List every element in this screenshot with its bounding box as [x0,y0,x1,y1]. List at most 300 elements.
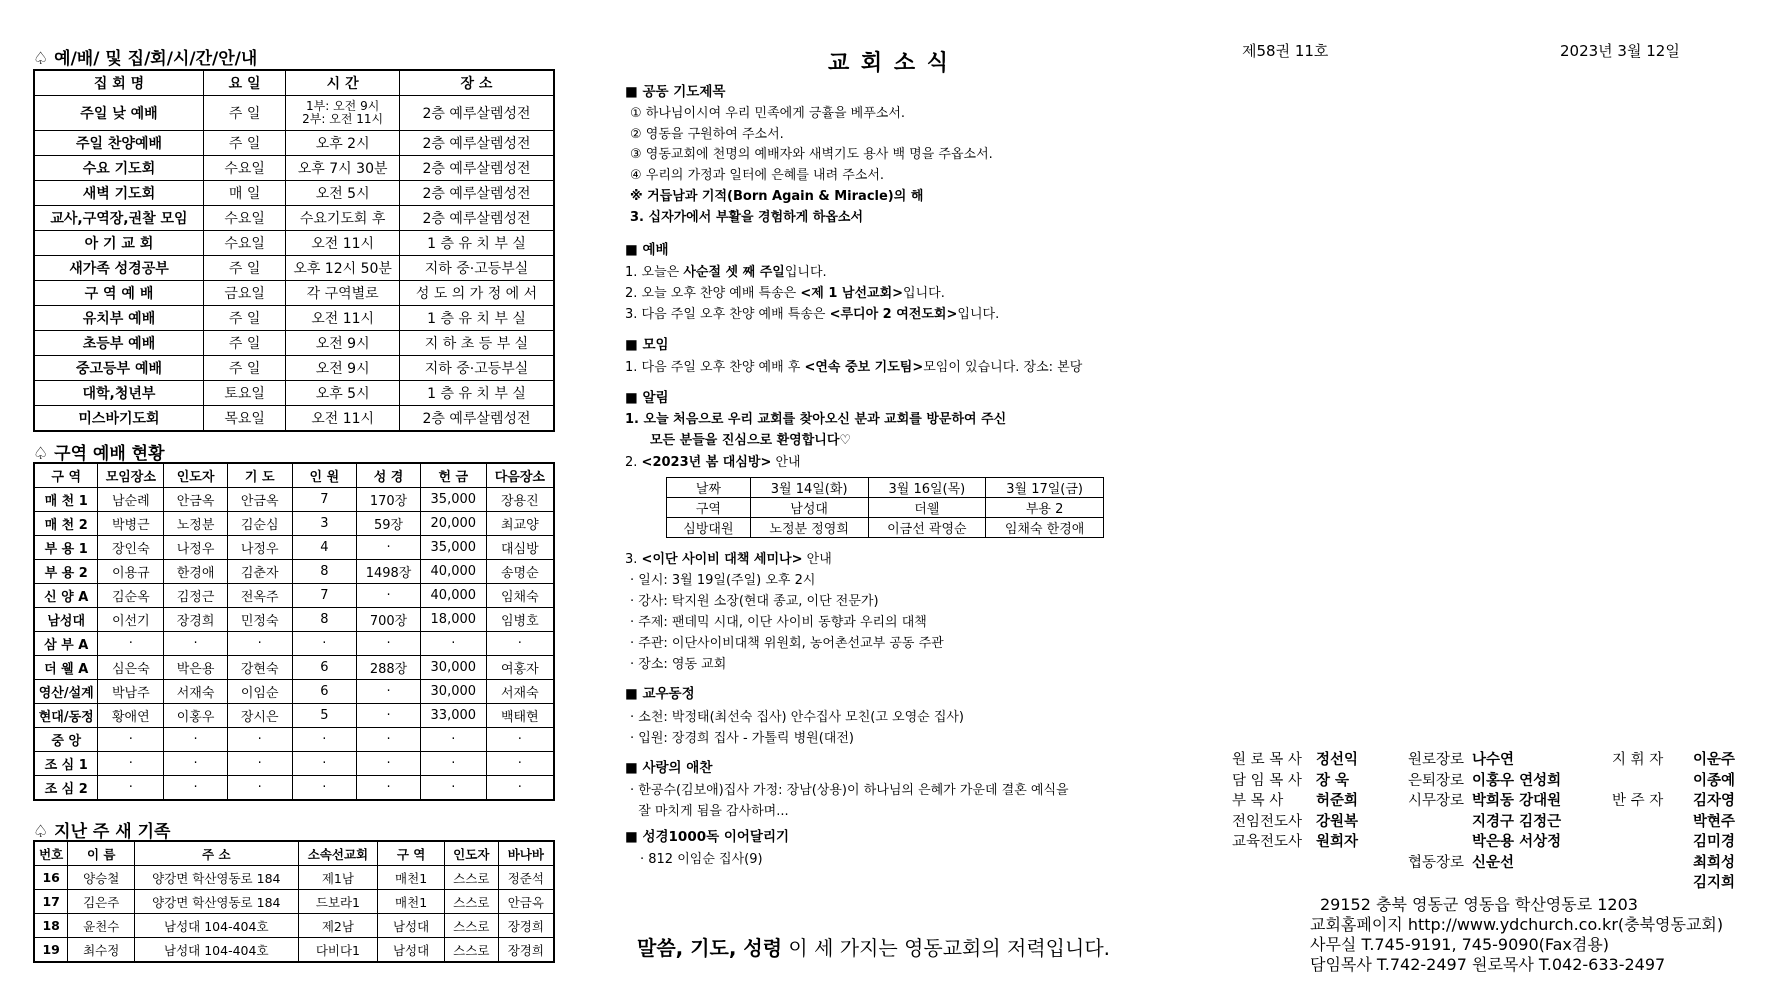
new-family-cell: 남성대 104-404호 [135,914,299,938]
district-cell: 8 [292,560,357,584]
column-header: 인도자 [444,841,498,866]
district-cell: 대심방 [486,536,554,560]
staff-name: 지경구 김정근 [1472,813,1562,830]
staff-role: 시무장로 [1408,793,1465,809]
district-cell: 김순심 [227,512,292,536]
staff-role: 은퇴장로 [1408,772,1465,789]
column-header: 주 소 [135,841,299,866]
visitation-cell: 부용 2 [986,498,1104,518]
column-header: 요 일 [203,70,285,96]
column-header: 바나바 [498,841,554,866]
staff-name: 박현주 [1692,813,1735,830]
district-cell: 이용규 [98,560,164,584]
new-family-cell: 양강면 학산영동로 184 [135,866,299,890]
schedule-row [34,231,554,256]
staff-role: 지 휘 자 [1612,752,1664,768]
meeting-name: 아 기 교 회 [34,231,203,256]
district-name: 부 용 1 [34,536,98,560]
staff-name: 이운주 [1692,752,1735,768]
district-name: 신 양 A [34,584,98,608]
district-cell: 황애연 [98,704,164,728]
district-cell: 나정우 [227,536,292,560]
district-cell: · [420,632,486,656]
meeting-time: 오후 12시 50분 [286,256,400,281]
visitation-table [666,477,1104,538]
staff-role: 전임전도사 [1232,813,1303,830]
new-family-cell: 윤천수 [68,914,135,938]
district-cell: · [357,776,421,801]
district-row [34,560,554,584]
meeting-section-title: ■ 모임 [625,337,669,353]
district-row [34,752,554,776]
visitation-cell: 임채숙 한경애 [986,518,1104,538]
district-cell: · [357,680,421,704]
district-cell: 30,000 [420,680,486,704]
district-cell: · [227,752,292,776]
district-cell: 8 [292,608,357,632]
meeting-day: 주 일 [203,96,285,131]
district-name: 중 앙 [34,728,98,752]
meeting-name: 유치부 예배 [34,306,203,331]
district-cell: 288장 [357,656,421,680]
prayer-item: ① 하나님이시여 우리 민족에게 긍휼을 베푸소서. [630,106,906,121]
meeting-place: 1 층 유 치 부 실 [400,231,554,256]
meeting-name: 주일 찬양예배 [34,131,203,156]
meeting-day: 주 일 [203,256,285,281]
meeting-time-line: 1부: 오전 9시 [305,99,380,113]
district-cell: · [98,776,164,801]
schedule-row [34,381,554,406]
district-cell: · [164,776,228,801]
district-row [34,584,554,608]
district-cell: · [420,752,486,776]
schedule-row [34,406,554,432]
district-cell: · [292,728,357,752]
district-cell: 5 [292,704,357,728]
schedule-row [34,256,554,281]
new-family-cell: 매천1 [378,866,445,890]
schedule-row [34,281,554,306]
district-row [34,656,554,680]
meeting-time: 오전 9시 [286,356,400,381]
district-cell: 박병근 [98,512,164,536]
district-cell: · [357,632,421,656]
meeting-day: 주 일 [203,306,285,331]
meeting-day: 매 일 [203,181,285,206]
district-cell: · [357,704,421,728]
district-row [34,776,554,801]
prayer-note: 3. 십자가에서 부활을 경험하게 하옵소서 [630,210,864,225]
staff-name: 신운선 [1472,854,1515,871]
church-homepage[interactable]: 교회홈페이지 http://www.ydchurch.co.kr(충북영동교회) [1310,915,1724,934]
staff-name: 최희성 [1692,854,1735,871]
meeting-place: 성 도 의 가 정 에 서 [400,281,554,306]
district-cell: 7 [292,584,357,608]
meeting-time: 오후 2시 [286,131,400,156]
district-cell: · [164,752,228,776]
district-cell: 이임순 [227,680,292,704]
row-number: 18 [34,914,68,938]
district-cell: · [227,632,292,656]
district-cell: 장용진 [486,488,554,512]
new-family-table [33,840,555,963]
meeting-place: 1 층 유 치 부 실 [400,381,554,406]
meeting-name: 주일 낮 예배 [34,96,203,131]
bible-relay-item: · 812 이임순 집사(9) [640,852,763,867]
row-number: 19 [34,938,68,963]
new-family-cell: 장경희 [498,914,554,938]
new-family-cell: 스스로 [444,866,498,890]
meeting-place: 지하 중·고등부실 [400,356,554,381]
district-cell: · [420,728,486,752]
district-cell: · [486,632,554,656]
district-cell: · [98,752,164,776]
district-name: 삼 부 A [34,632,98,656]
staff-name: 김지희 [1692,875,1735,891]
staff-name: 강원복 [1316,813,1359,830]
schedule-row [34,96,554,131]
district-cell: 700장 [357,608,421,632]
district-table [33,462,555,801]
row-number: 16 [34,866,68,890]
meeting-name: 교사,구역장,권찰 모임 [34,206,203,231]
district-cell: 장인숙 [98,536,164,560]
district-row [34,512,554,536]
district-cell: 170장 [357,488,421,512]
district-cell: 김춘자 [227,560,292,584]
district-row [34,728,554,752]
meeting-place: 2층 예루살렘성전 [400,181,554,206]
district-cell: 1498장 [357,560,421,584]
schedule-row [34,206,554,231]
new-family-cell: 드보라1 [298,890,378,914]
worship-section-title: ■ 예배 [625,242,669,258]
district-cell: 이홍우 [164,704,228,728]
visitation-cell: 심방대원 [667,518,751,538]
column-header: 모임장소 [98,463,164,488]
pastor-phones: 담임목사 T.742-2497 원로목사 T.042-633-2497 [1310,955,1666,974]
staff-role: 교육전도사 [1232,834,1303,850]
district-cell: 민정숙 [227,608,292,632]
notice-section-title: ■ 알림 [625,390,669,406]
meeting-day: 수요일 [203,156,285,181]
meeting-time: 각 구역별로 [286,281,400,306]
new-family-cell: 스스로 [444,890,498,914]
staff-name: 원희자 [1316,834,1359,850]
staff-role: 담 임 목 사 [1232,772,1302,789]
meeting-time [286,96,400,131]
meeting-place: 지 하 초 등 부 실 [400,331,554,356]
district-name: 조 심 2 [34,776,98,801]
schedule-title: ♤ 예/배/ 및 집/회/시/간/안/내 [33,49,258,69]
meeting-time-line: 2부: 오전 11시 [302,112,384,126]
district-cell: · [98,632,164,656]
visitation-cell: 날짜 [667,478,751,498]
district-name: 영산/설계 [34,680,98,704]
meeting-day: 수요일 [203,231,285,256]
meeting-time: 오전 11시 [286,231,400,256]
district-cell: 이선기 [98,608,164,632]
new-family-cell: 제1남 [298,866,378,890]
column-header: 인도자 [164,463,228,488]
new-family-cell: 정준석 [498,866,554,890]
district-cell: · [227,776,292,801]
member-news-item: · 소천: 박정태(최선숙 집사) 안수집사 모친(고 오영순 집사) [630,710,965,725]
column-header: 기 도 [227,463,292,488]
district-cell: 장경희 [164,608,228,632]
new-family-cell: 남성대 [378,914,445,938]
district-name: 부 용 2 [34,560,98,584]
district-title: ♤ 구역 예배 현황 [33,444,165,464]
column-header: 구 역 [34,463,98,488]
seminar-detail: · 일시: 3월 19일(주일) 오후 2시 [630,573,816,588]
district-cell: 임채숙 [486,584,554,608]
news-title: 교 회 소 식 [828,51,950,76]
meeting-day: 주 일 [203,356,285,381]
new-family-row [34,938,554,963]
new-family-row [34,866,554,890]
district-cell: 노정분 [164,512,228,536]
new-family-cell: 양승철 [68,866,135,890]
district-cell: · [357,728,421,752]
prayer-note: ※ 거듭남과 기적(Born Again & Miracle)의 해 [630,189,924,204]
schedule-row [34,156,554,181]
prayer-item: ④ 우리의 가정과 일터에 은혜를 내려 주소서. [630,168,885,183]
district-cell: 안금옥 [227,488,292,512]
church-address: 29152 충북 영동군 영동읍 학산영동로 1203 [1320,895,1638,914]
district-cell: 박남주 [98,680,164,704]
meeting-day: 목요일 [203,406,285,432]
district-cell: 심은숙 [98,656,164,680]
visitation-row [667,498,1104,518]
visitation-cell: 이금선 곽영순 [868,518,986,538]
column-header: 시 간 [286,70,400,96]
meeting-place: 1 층 유 치 부 실 [400,306,554,331]
meeting-name: 중고등부 예배 [34,356,203,381]
district-cell: 35,000 [420,488,486,512]
district-cell: 35,000 [420,536,486,560]
new-family-row [34,914,554,938]
meeting-place: 2층 예루살렘성전 [400,406,554,432]
visitation-row [667,518,1104,538]
prayer-item: ② 영동을 구원하여 주소서. [630,127,784,142]
prayer-section-title: ■ 공동 기도제목 [625,84,726,100]
visitation-cell: 3월 16일(목) [868,478,986,498]
column-header: 이 름 [68,841,135,866]
bulletin-date: 2023년 3월 12일 [1560,42,1680,60]
meeting-day: 주 일 [203,131,285,156]
visitation-cell: 남성대 [750,498,868,518]
district-cell: · [292,752,357,776]
visitation-cell: 3월 14일(화) [750,478,868,498]
column-header: 다음장소 [486,463,554,488]
notice-item: 2. <2023년 봄 대심방> 안내 [625,455,801,470]
district-cell: 40,000 [420,560,486,584]
meeting-time: 오후 7시 30분 [286,156,400,181]
prayer-item: ③ 영동교회에 천명의 예배자와 새벽기도 용사 백 명을 주옵소서. [630,147,993,162]
church-motto: 말씀, 기도, 성령 이 세 가지는 영동교회의 저력입니다. [637,936,1110,960]
visitation-cell: 더웰 [868,498,986,518]
notice-item: 모든 분들을 진심으로 환영합니다♡ [650,433,852,448]
district-cell: 59장 [357,512,421,536]
column-header: 집 회 명 [34,70,203,96]
district-cell: · [292,776,357,801]
meeting-place: 2층 예루살렘성전 [400,96,554,131]
new-family-cell: 장경희 [498,938,554,963]
district-cell: 30,000 [420,656,486,680]
district-row [34,488,554,512]
staff-role: 원로장로 [1408,752,1465,768]
love-feast-item: · 한공수(김보애)집사 가정: 장남(상용)이 하나님의 은혜가 가운데 결혼 예식을 [630,783,1069,798]
visitation-cell: 3월 17일(금) [986,478,1104,498]
schedule-table [33,69,555,432]
meeting-time: 수요기도회 후 [286,206,400,231]
schedule-row [34,331,554,356]
meeting-name: 초등부 예배 [34,331,203,356]
column-header: 장 소 [400,70,554,96]
new-family-cell: 스스로 [444,914,498,938]
district-row [34,680,554,704]
district-cell: 6 [292,680,357,704]
meeting-place: 지하 중·고등부실 [400,256,554,281]
schedule-row [34,181,554,206]
district-row [34,608,554,632]
district-cell: · [164,632,228,656]
meeting-place: 2층 예루살렘성전 [400,206,554,231]
district-cell: · [227,728,292,752]
district-row [34,704,554,728]
meeting-time: 오전 11시 [286,406,400,432]
meeting-time: 오후 5시 [286,381,400,406]
meeting-day: 수요일 [203,206,285,231]
records-title: ♤ 지난 주 새 기족 [33,822,171,842]
meeting-time: 오전 11시 [286,306,400,331]
meeting-place: 2층 예루살렘성전 [400,131,554,156]
schedule-row [34,306,554,331]
new-family-cell: 남성대 [378,938,445,963]
meeting-time: 오전 9시 [286,331,400,356]
district-cell: 장시은 [227,704,292,728]
visitation-cell: 구역 [667,498,751,518]
new-family-cell: 제2남 [298,914,378,938]
new-family-cell: 매천1 [378,890,445,914]
district-cell: 여홍자 [486,656,554,680]
bible-relay-title: ■ 성경1000독 이어달리기 [625,829,790,845]
worship-item: 2. 오늘 오후 찬양 예배 특송은 <제 1 남선교회>입니다. [625,286,945,301]
district-cell: · [357,752,421,776]
love-feast-title: ■ 사랑의 애찬 [625,760,713,776]
staff-name: 나수연 [1472,752,1515,768]
visitation-row [667,478,1104,498]
seminar-detail: · 주관: 이단사이비대책 위원회, 농어촌선교부 공동 주관 [630,636,944,651]
district-cell: 나정우 [164,536,228,560]
staff-name: 박은용 서상정 [1472,834,1562,850]
column-header: 헌 금 [420,463,486,488]
district-cell: · [292,632,357,656]
district-name: 조 심 1 [34,752,98,776]
meeting-day: 금요일 [203,281,285,306]
district-name: 더 웰 A [34,656,98,680]
staff-name: 이종예 [1692,772,1735,789]
meeting-day: 주 일 [203,331,285,356]
staff-name: 김자영 [1692,793,1735,809]
new-family-row [34,890,554,914]
visitation-cell: 노정분 정영희 [750,518,868,538]
notice-item: 3. <이단 사이비 대책 세미나> 안내 [625,552,832,567]
schedule-row [34,131,554,156]
meeting-name: 수요 기도회 [34,156,203,181]
district-cell: · [357,584,421,608]
meeting-place: 2층 예루살렘성전 [400,156,554,181]
staff-name: 이홍우 연성희 [1472,772,1562,789]
new-family-cell: 양강면 학산영동로 184 [135,890,299,914]
district-name: 현대/동정 [34,704,98,728]
district-cell: 전옥주 [227,584,292,608]
district-cell: · [486,776,554,801]
new-family-cell: 김은주 [68,890,135,914]
district-name: 매 천 1 [34,488,98,512]
district-cell: 6 [292,656,357,680]
district-cell: 송명순 [486,560,554,584]
district-cell: 김순옥 [98,584,164,608]
new-family-cell: 스스로 [444,938,498,963]
member-news-item: · 입원: 장경희 집사 - 가톨릭 병원(대전) [630,731,854,746]
love-feast-item: 잘 마치게 됨을 감사하며... [630,804,789,819]
district-cell: 박은용 [164,656,228,680]
district-cell: · [164,728,228,752]
staff-name: 박희동 강대원 [1472,793,1562,809]
seminar-detail: · 주제: 팬데믹 시대, 이단 사이비 동향과 우리의 대책 [630,615,927,630]
row-number: 17 [34,890,68,914]
staff-name: 김미경 [1692,834,1735,850]
seminar-detail: · 강사: 탁지원 소장(현대 종교, 이단 전문가) [630,594,879,609]
district-cell: 40,000 [420,584,486,608]
staff-name: 허준희 [1316,793,1359,809]
meeting-day: 토요일 [203,381,285,406]
issue-number: 제58권 11호 [1242,42,1329,60]
staff-name: 정선익 [1316,752,1359,768]
staff-role: 반 주 자 [1612,793,1664,809]
district-cell: 4 [292,536,357,560]
schedule-row [34,356,554,381]
notice-item: 1. 오늘 처음으로 우리 교회를 찾아오신 분과 교회를 방문하여 주신 [625,412,1007,427]
meeting-time: 오전 5시 [286,181,400,206]
column-header: 인 원 [292,463,357,488]
district-cell: · [357,536,421,560]
district-cell: 3 [292,512,357,536]
new-family-cell: 다비다1 [298,938,378,963]
district-cell: 임병호 [486,608,554,632]
staff-role: 부 목 사 [1232,793,1284,809]
district-cell: 서재숙 [486,680,554,704]
new-family-cell: 안금옥 [498,890,554,914]
column-header: 구 역 [378,841,445,866]
staff-role: 협동장로 [1408,854,1465,871]
district-row [34,632,554,656]
district-cell: · [486,752,554,776]
meeting-item: 1. 다음 주일 오후 찬양 예배 후 <연속 중보 기도팀>모임이 있습니다. 장소: 본당 [625,360,1083,375]
district-cell: 서재숙 [164,680,228,704]
new-family-cell: 최수정 [68,938,135,963]
staff-role: 원 로 목 사 [1232,752,1302,768]
district-cell: 남순례 [98,488,164,512]
meeting-name: 미스바기도회 [34,406,203,432]
seminar-detail: · 장소: 영동 교회 [630,657,727,672]
district-cell: 최교양 [486,512,554,536]
staff-name: 장 욱 [1316,772,1350,789]
district-cell: 18,000 [420,608,486,632]
worship-item: 1. 오늘은 사순절 셋 째 주일입니다. [625,265,827,280]
